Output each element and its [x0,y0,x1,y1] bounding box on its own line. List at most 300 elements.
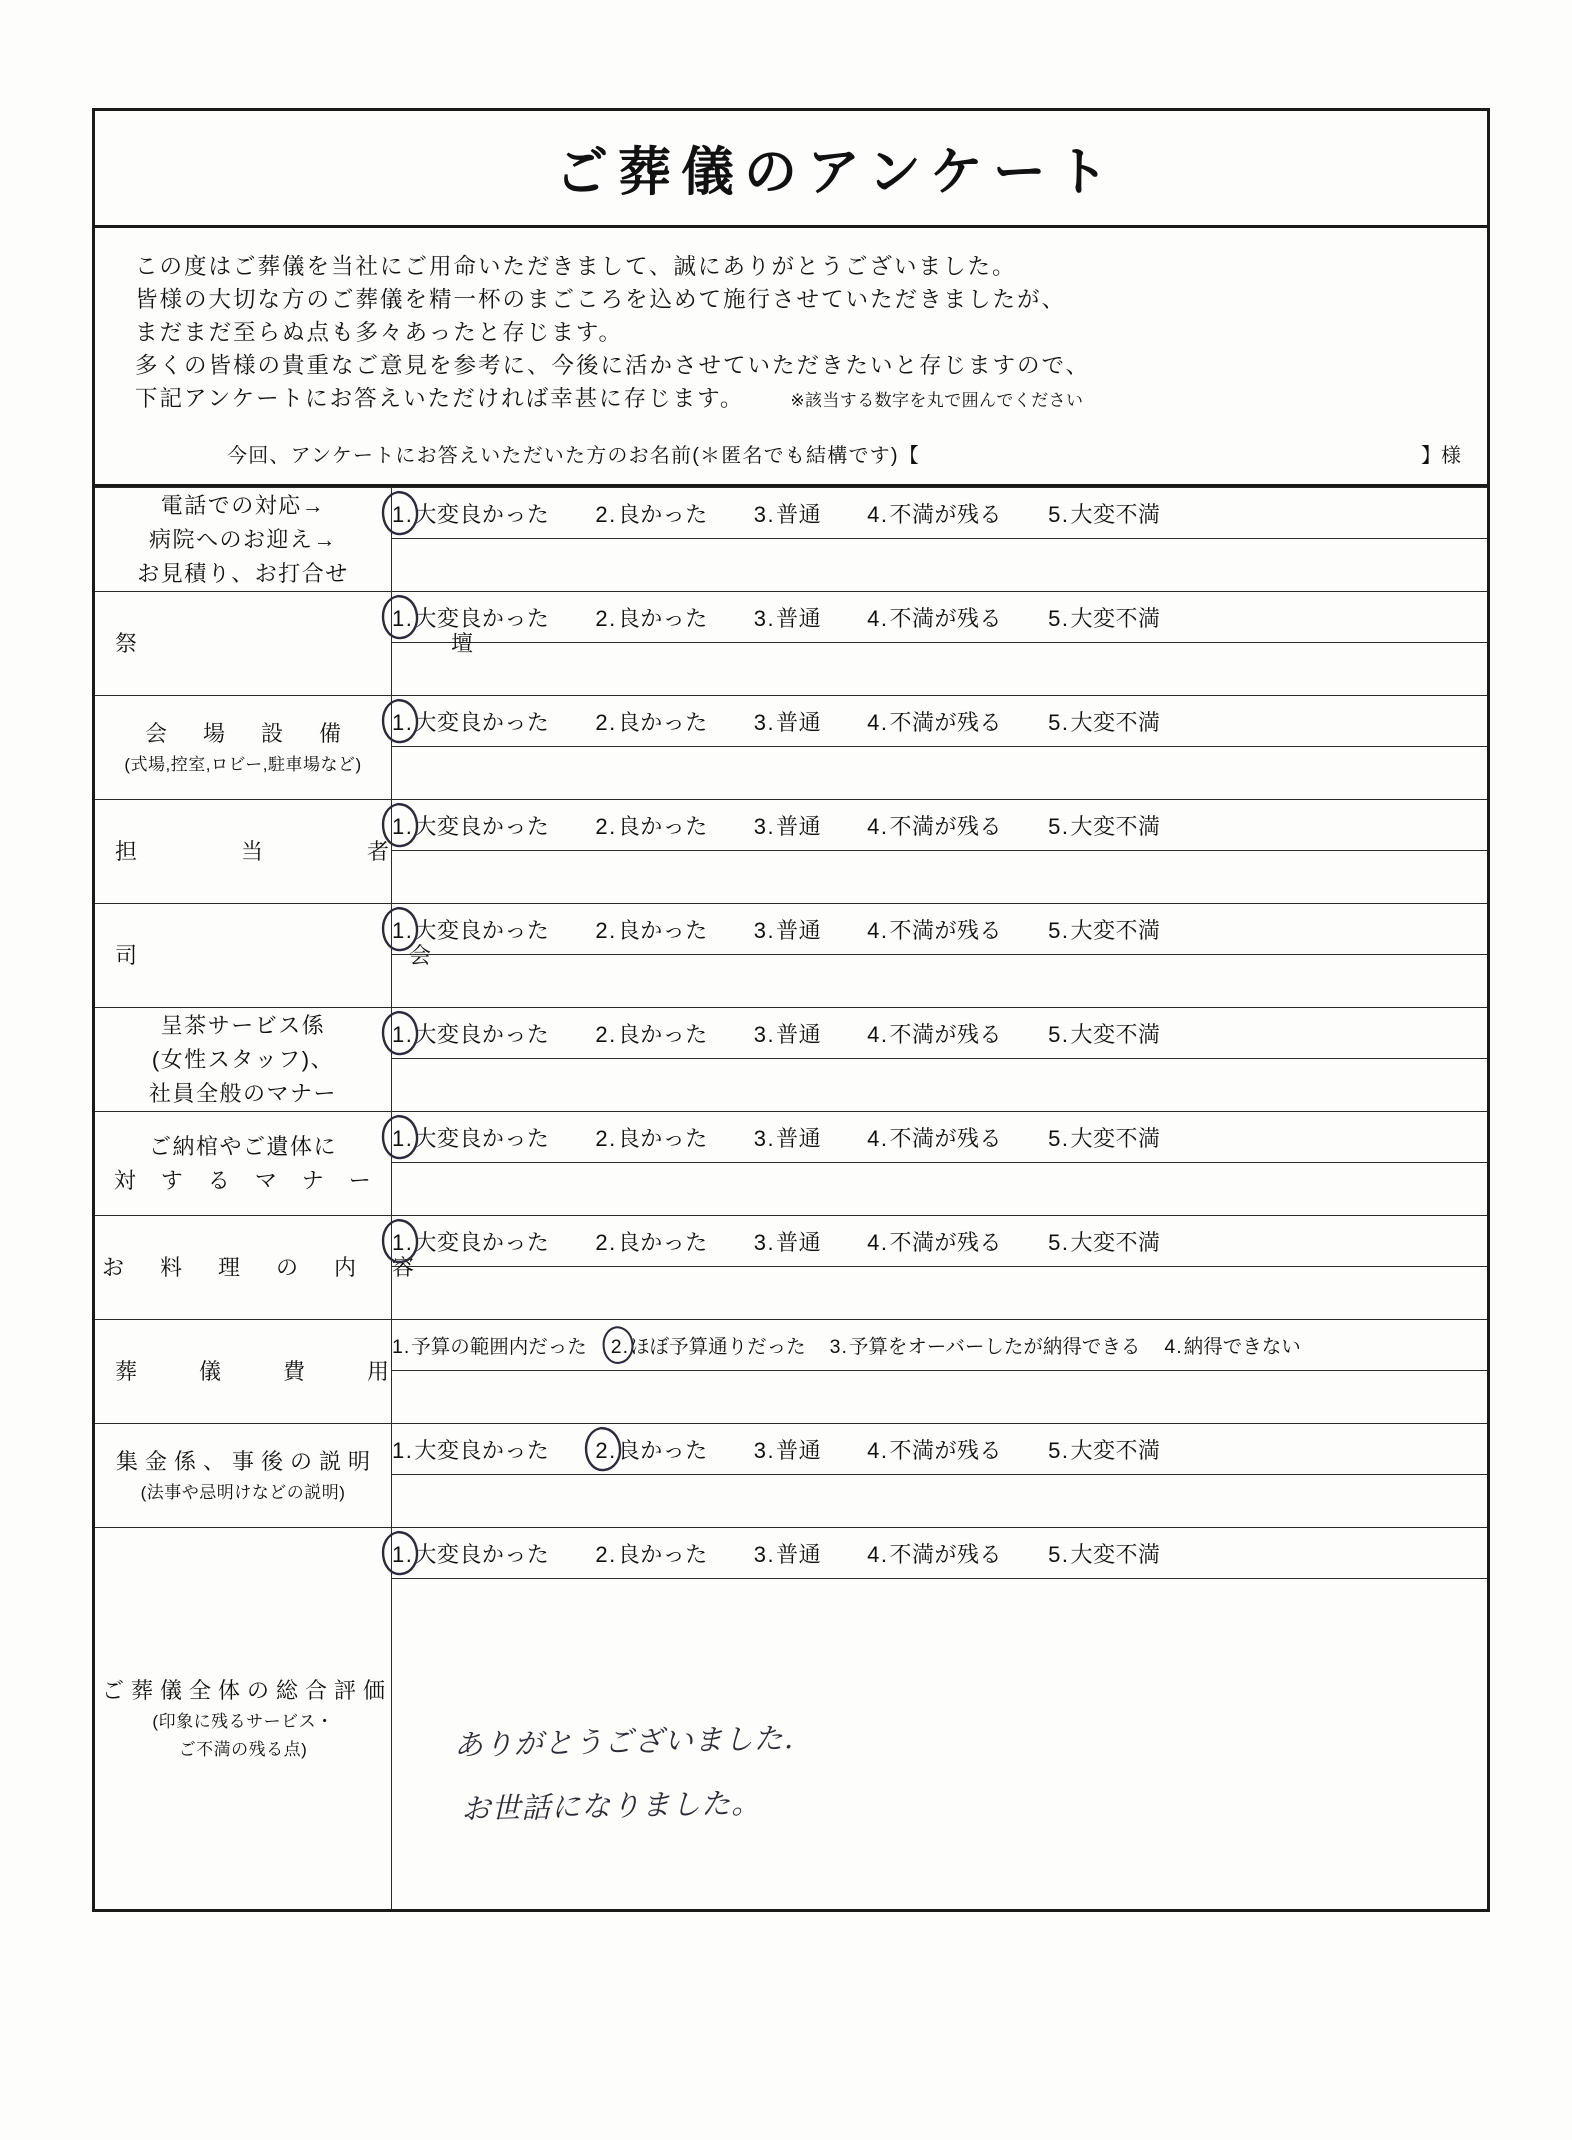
option-label: 大変不満 [1070,1021,1161,1047]
row-label-line: 会 場 設 備 [144,720,348,746]
option-dot: . [405,813,413,839]
option-label: 良かった [617,1437,708,1463]
option-number: 4 [867,1021,880,1047]
option-4[interactable] [1164,1331,1300,1359]
option-number: 1 [392,501,405,527]
option-1[interactable] [392,498,549,529]
option-3[interactable] [754,914,821,945]
option-3[interactable] [754,1226,821,1257]
option-label: 普通 [776,1437,822,1463]
option-dot: . [841,1336,847,1358]
option-dot: . [767,1229,775,1255]
option-4[interactable] [867,1018,1002,1049]
option-5[interactable] [1048,602,1160,633]
option-dot: . [880,605,888,631]
option-1[interactable] [392,602,549,633]
option-number: 4 [867,1437,880,1463]
option-dot: . [880,1541,888,1567]
row-sublabel-line: (式場,控室,ロビー,駐車場など) [124,754,362,774]
option-number: 4 [867,709,880,735]
option-group [392,706,1487,737]
option-1[interactable] [392,1538,549,1569]
option-number: 3 [829,1336,841,1358]
option-dot: . [1061,605,1069,631]
option-number: 1 [392,1336,403,1358]
option-dot: . [609,1229,616,1255]
option-dot: . [609,1125,616,1151]
option-4[interactable] [867,914,1002,945]
option-dot: . [880,813,888,839]
option-dot: . [767,917,775,943]
row-label-cell-3 [94,696,392,800]
option-dot: . [609,1021,616,1047]
option-number: 2 [595,1229,609,1255]
option-dot: . [405,1541,413,1567]
option-label: 普通 [776,1229,822,1255]
row-label-cell-9 [94,1320,410,1424]
option-dot: . [405,709,413,735]
option-1[interactable] [392,810,549,841]
row-options-cell[interactable] [392,696,1489,747]
row-label-line: 電話での対応→ [160,492,326,518]
option-number: 5 [1048,1541,1061,1567]
option-dot: . [767,709,775,735]
option-dot: . [880,1021,888,1047]
intro-line-2: 皆様の大切な方のご葬儀を精一杯のまごころを込めて施行させていただきましたが、 [135,287,1067,312]
option-4[interactable] [867,1434,1002,1465]
option-number: 4 [867,813,880,839]
option-label: 良かった [617,1021,708,1047]
row-label-line: お見積り、お打合せ [137,560,349,586]
row-write-in-cell[interactable] [392,1475,1489,1528]
option-number: 1 [392,1125,405,1151]
option-dot: . [1061,1437,1069,1463]
option-dot: . [622,1336,629,1358]
option-dot: . [405,917,413,943]
option-number: 5 [1048,917,1061,943]
option-group [392,1018,1487,1049]
row-label-line: 担 当 者 [115,838,410,864]
option-dot: . [609,1437,616,1463]
row-options-cell[interactable] [392,1528,1489,1579]
option-5[interactable] [1048,1018,1160,1049]
option-dot: . [767,1437,775,1463]
row-write-in-cell[interactable] [392,955,1489,1008]
option-number: 4 [867,605,880,631]
row-options-cell[interactable] [392,1216,1489,1267]
table-row [94,800,1489,851]
option-label: 良かった [617,709,708,735]
option-label: 大変良かった [414,501,550,527]
option-dot: . [880,1125,888,1151]
option-4[interactable] [867,1226,1002,1257]
option-label: 大変良かった [414,605,550,631]
option-number: 4 [867,1125,880,1151]
option-5[interactable] [1048,1538,1160,1569]
option-number: 2 [595,501,609,527]
option-2[interactable] [595,1018,707,1049]
option-label: 大変良かった [414,917,550,943]
option-number: 1 [392,1437,405,1463]
option-number: 1 [392,605,405,631]
option-number: 5 [1048,1125,1061,1151]
table-row [94,488,1489,539]
option-3[interactable] [830,1331,1141,1359]
option-label: 不満が残る [889,1541,1003,1567]
option-number: 4 [867,1229,880,1255]
row-write-in-cell[interactable] [392,747,1489,800]
option-number: 2 [595,709,609,735]
row-write-in-cell[interactable] [392,1059,1489,1112]
option-dot: . [405,501,413,527]
row-label-cell-8 [94,1216,422,1320]
title-band [92,108,1490,228]
option-label: 大変良かった [414,1125,550,1151]
option-group [392,1538,1487,1569]
option-3[interactable] [754,602,821,633]
table-row [94,904,1489,955]
option-dot: . [405,1125,413,1151]
option-5[interactable] [1048,810,1160,841]
option-label: 大変良かった [414,709,550,735]
option-4[interactable] [867,498,1002,529]
row-options-cell[interactable] [392,800,1489,851]
option-5[interactable] [1048,498,1160,529]
option-number: 2 [595,1437,609,1463]
option-number: 5 [1048,1437,1061,1463]
option-label: 大変良かった [414,1541,550,1567]
option-label: 良かった [617,1125,708,1151]
option-dot: . [767,1125,775,1151]
option-dot: . [880,501,888,527]
option-label: 普通 [776,813,822,839]
option-dot: . [405,1437,413,1463]
option-4[interactable] [867,1122,1002,1153]
option-number: 3 [753,1541,767,1567]
table-row [94,1008,1489,1059]
row-label-line: 集金係、事後の説明 [115,1448,377,1474]
option-number: 1 [392,1541,405,1567]
option-number: 5 [1048,501,1061,527]
row-label-line: 司 会 [115,942,452,968]
option-label: 普通 [776,605,822,631]
option-label: 大変不満 [1070,1541,1161,1567]
option-label: 予算の範囲内だった [411,1336,587,1358]
option-label: 大変不満 [1070,709,1161,735]
table-row [94,1216,1489,1267]
option-1[interactable] [392,1122,549,1153]
row-label-cell-7 [94,1112,392,1216]
option-number: 2 [610,1336,622,1358]
option-dot: . [609,1541,616,1567]
option-number: 5 [1048,709,1061,735]
option-number: 4 [1164,1336,1176,1358]
row-options-cell[interactable] [392,1008,1489,1059]
handwritten-line: ありがとうございました. [453,1721,795,1763]
row-label-line: 病院へのお迎え→ [148,526,337,552]
row-label-cell-11 [94,1528,392,1911]
option-number: 2 [595,1021,609,1047]
option-group [392,1331,1487,1359]
row-options-cell[interactable] [392,592,1489,643]
option-2[interactable] [595,914,707,945]
option-4[interactable] [867,602,1002,633]
handwritten-line: お世話になりました。 [460,1785,762,1827]
table-row [94,1528,1489,1579]
option-number: 5 [1048,1021,1061,1047]
row-options-cell[interactable] [392,488,1489,539]
option-label: 不満が残る [889,605,1003,631]
option-2[interactable] [595,1434,707,1465]
option-label: 不満が残る [889,709,1003,735]
option-1[interactable] [392,1018,549,1049]
option-label: 大変良かった [414,1229,550,1255]
respondent-name-suffix: 】様 [1421,445,1461,467]
option-2[interactable] [595,1226,707,1257]
option-number: 4 [867,1541,880,1567]
intro-line-3: まだまだ至らぬ点も多々あったと存じます。 [135,320,623,345]
option-label: 大変良かった [414,1021,550,1047]
option-label: 大変不満 [1070,813,1161,839]
option-dot: . [880,917,888,943]
row-sublabel-line: (印象に残るサービス・ [152,1711,334,1731]
option-dot: . [1061,709,1069,735]
option-3[interactable] [754,1434,821,1465]
option-label: ほぼ予算通りだった [630,1336,806,1358]
option-5[interactable] [1048,914,1160,945]
option-2[interactable] [595,1538,707,1569]
option-label: 普通 [776,1021,822,1047]
option-label: 不満が残る [889,917,1003,943]
option-label: 良かった [617,813,708,839]
option-label: 良かった [617,501,708,527]
option-4[interactable] [867,706,1002,737]
option-number: 2 [595,813,609,839]
option-label: 大変不満 [1070,501,1161,527]
handwritten-comment [390,1646,1488,1843]
table-row [94,696,1489,747]
option-number: 3 [753,605,767,631]
free-comment-cell[interactable] [392,1579,1489,1911]
option-group [392,602,1487,633]
option-dot: . [880,709,888,735]
option-number: 3 [753,917,767,943]
option-2[interactable] [595,602,707,633]
option-label: 大変不満 [1070,1125,1161,1151]
option-number: 4 [867,917,880,943]
option-dot: . [880,1229,888,1255]
row-label-line: お 料 理 の 内 容 [102,1254,422,1280]
option-dot: . [609,709,616,735]
option-4[interactable] [867,1538,1002,1569]
option-dot: . [609,813,616,839]
option-1[interactable] [392,1331,587,1359]
option-label: 不満が残る [889,1437,1003,1463]
option-number: 3 [753,1125,767,1151]
option-dot: . [405,605,413,631]
row-write-in-cell[interactable] [392,1267,1489,1320]
option-number: 3 [753,709,767,735]
row-options-cell[interactable] [392,904,1489,955]
table-row [94,1424,1489,1475]
intro-line-5 [135,382,1461,417]
option-dot: . [1061,813,1069,839]
option-label: 普通 [776,501,822,527]
row-options-cell[interactable] [392,1424,1489,1475]
option-label: 不満が残る [889,501,1003,527]
option-label: 大変不満 [1070,1229,1161,1255]
option-number: 2 [595,1541,609,1567]
option-3[interactable] [754,1122,821,1153]
option-dot: . [767,605,775,631]
option-5[interactable] [1048,706,1160,737]
row-label-line: 呈茶サービス係 [160,1012,326,1038]
option-4[interactable] [867,810,1002,841]
option-dot: . [609,605,616,631]
row-write-in-cell[interactable] [392,643,1489,696]
row-label-line: 葬 儀 費 用 [115,1358,410,1384]
option-number: 4 [867,501,880,527]
questionnaire-body [94,488,1489,1911]
respondent-name-label: 今回、アンケートにお答えいただいた方のお名前(＊匿名でも結構です)【 [227,445,920,467]
row-label-cell-10 [94,1424,392,1528]
option-label: 大変不満 [1070,1437,1161,1463]
option-2[interactable] [595,498,707,529]
row-sublabel-line: ご不満の残る点) [178,1739,308,1759]
option-dot: . [767,501,775,527]
option-group [392,1122,1487,1153]
option-3[interactable] [754,706,821,737]
intro-block [92,228,1490,487]
intro-line-4: 多くの皆様の貴重なご意見を参考に、今後に活かさせていただきたいと存じますので、 [135,353,1091,378]
option-5[interactable] [1048,1434,1160,1465]
option-group [392,498,1487,529]
option-dot: . [609,917,616,943]
option-label: 普通 [776,709,822,735]
option-number: 1 [392,813,405,839]
option-number: 2 [595,1125,609,1151]
option-group [392,1226,1487,1257]
option-2[interactable] [595,810,707,841]
option-number: 5 [1048,1229,1061,1255]
questionnaire-table [92,487,1490,1912]
option-label: 予算をオーバーしたが納得できる [848,1336,1141,1358]
row-label-cell-4 [94,800,410,904]
option-2[interactable] [611,1331,806,1359]
option-number: 1 [392,917,405,943]
option-number: 3 [753,1437,767,1463]
row-write-in-cell[interactable] [392,851,1489,904]
table-row [94,592,1489,643]
row-sublabel-line: (法事や忌明けなどの説明) [140,1482,346,1502]
option-number: 3 [753,1021,767,1047]
option-dot: . [1061,1229,1069,1255]
option-dot: . [609,501,616,527]
option-number: 3 [753,813,767,839]
option-label: 良かった [617,1541,708,1567]
option-dot: . [767,1541,775,1567]
option-3[interactable] [754,498,821,529]
option-number: 5 [1048,813,1061,839]
option-dot: . [1061,917,1069,943]
table-row [94,1320,1489,1371]
option-label: 不満が残る [889,813,1003,839]
option-number: 5 [1048,605,1061,631]
option-1[interactable] [392,1226,549,1257]
respondent-name-row [227,439,1461,468]
intro-line-5-text: 下記アンケートにお答えいただければ幸甚に存じます。 [135,386,745,411]
row-options-cell[interactable] [392,1320,1489,1371]
option-label: 普通 [776,1125,822,1151]
option-label: 良かった [617,917,708,943]
option-dot: . [767,813,775,839]
option-1[interactable] [392,914,549,945]
option-number: 2 [595,605,609,631]
option-label: 大変不満 [1070,605,1161,631]
row-write-in-cell[interactable] [392,1371,1489,1424]
row-options-cell[interactable] [392,1112,1489,1163]
option-group [392,810,1487,841]
row-write-in-cell[interactable] [392,539,1489,592]
option-1[interactable] [392,706,549,737]
row-label-line: 対 す る マ ナ ー [113,1167,373,1193]
option-3[interactable] [754,1018,821,1049]
option-3[interactable] [754,810,821,841]
option-dot: . [767,1021,775,1047]
option-label: 不満が残る [889,1229,1003,1255]
questionnaire-sheet [92,108,1490,2098]
option-label: 良かった [617,605,708,631]
row-label-line: 社員全般のマナー [148,1080,337,1106]
option-label: 良かった [617,1229,708,1255]
intro-line-1: この度はご葬儀を当社にご用命いただきまして、誠にありがとうございました。 [135,254,1017,279]
option-dot: . [405,1229,413,1255]
option-label: 不満が残る [889,1021,1003,1047]
option-label: 納得できない [1183,1336,1301,1358]
option-label: 大変良かった [414,1437,550,1463]
option-number: 3 [753,501,767,527]
option-dot: . [1061,1541,1069,1567]
row-label-cell-6 [94,1008,392,1112]
row-label-line: ご葬儀全体の総合評価 [102,1677,393,1703]
instruction-note: ※該当する数字を丸で囲んでください [790,391,1084,410]
option-number: 1 [392,1021,405,1047]
option-dot: . [1061,1125,1069,1151]
option-number: 1 [392,1229,405,1255]
option-dot: . [1061,1021,1069,1047]
option-5[interactable] [1048,1122,1160,1153]
row-label-cell-5 [94,904,452,1008]
row-write-in-cell[interactable] [392,1163,1489,1216]
row-label-line: ご納棺やご遺体に [148,1133,337,1159]
option-group [392,1434,1487,1465]
option-3[interactable] [754,1538,821,1569]
option-number: 2 [595,917,609,943]
option-dot: . [403,1336,410,1358]
option-2[interactable] [595,706,707,737]
option-dot: . [405,1021,413,1047]
row-label-line: (女性スタッフ)、 [151,1046,335,1072]
option-1[interactable] [392,1434,549,1465]
option-5[interactable] [1048,1226,1160,1257]
option-2[interactable] [595,1122,707,1153]
option-group [392,914,1487,945]
row-label-cell-1 [94,488,392,592]
option-label: 普通 [776,917,822,943]
option-number: 3 [753,1229,767,1255]
row-label-line: 祭 壇 [115,630,494,656]
option-label: 普通 [776,1541,822,1567]
